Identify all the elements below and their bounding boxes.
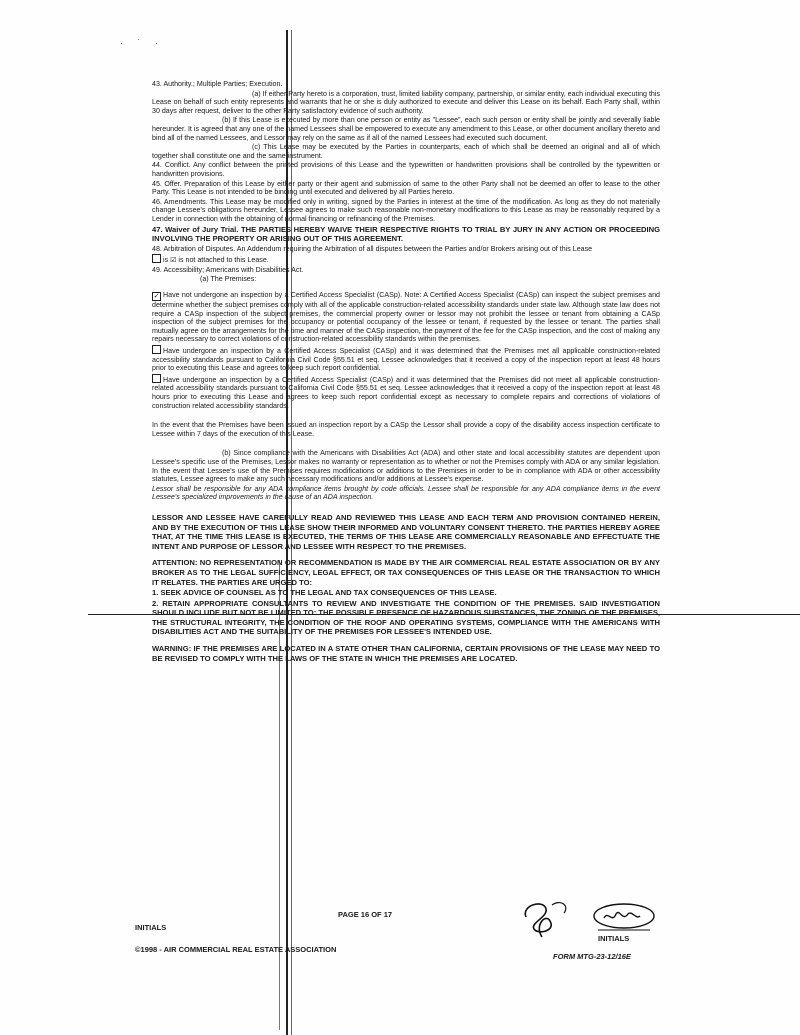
paragraph: 48. Arbitration of Disputes. An Addendum requiring the Arbitration of all disputes between the Parties and/or Brokers arising out of this Lease xyxy=(152,244,593,253)
paragraph: (a) The Premises: xyxy=(200,275,257,284)
paragraph xyxy=(152,374,660,410)
page-number: PAGE 16 OF 17 xyxy=(338,910,393,919)
paragraph: 45. Offer. Preparation of this Lease by either party or their agent and submission of same to the other Party shall not be deemed an offer to lease to the other Party. This Lease is not intended to be binding until executed and delivered by all Parties hereto. xyxy=(152,179,660,197)
form-number: FORM MTG-23-12/16E xyxy=(553,952,631,961)
paragraph: ATTENTION: NO REPRESENTATION OR RECOMMENDATION IS MADE BY THE AIR COMMERCIAL REAL ESTATE ASSOCIATION OR BY ANY BROKER AS TO THE LEGAL SUFFICIENCY, LEGAL EFFECT, OR TAX CONSEQUENCES OF THIS LEASE OR THE TRANSACTION TO WHICH IT RELATES. THE PARTIES ARE URGED TO: xyxy=(152,558,660,587)
scan-specks: · ˙ · xyxy=(120,38,164,48)
paragraph-spacer xyxy=(152,411,660,421)
paragraph: (b) Since compliance with the Americans with Disabilities Act (ADA) and other state and local accessibility statutes are dependent upon Lessee's specific use of the Premises, Lessor makes no warranty or representation as to whether or not the Premises comply with ADA or any similar legislation. In the event that Lessee's use of the Premises requires modifications or additions to the Premises in order to be in compliance with ADA or other accessibility statutes, Lessee agrees to make any such necessary modifications and/or additions at Lessee's expense. xyxy=(152,449,660,484)
paragraph-spacer xyxy=(152,503,660,513)
initials-right-label: INITIALS xyxy=(598,934,630,943)
paragraph xyxy=(152,345,660,373)
checkbox-option-text: Have undergone an inspection by a Certified Access Specialist (CASp) and it was determined that the Premises met all applicable construction-related accessibility standards pursuant to California Civil Code §55.51 et seq. Lessee acknowledges that it received a copy of the inspection report at least 48 hours prior to executing this Lease and agrees to keep such report confidential. xyxy=(152,347,660,373)
paragraph xyxy=(152,254,660,265)
paragraph: 43. Authority.; Multiple Parties; Execution. xyxy=(152,80,283,88)
signature-initials-2 xyxy=(590,900,660,934)
checkbox[interactable]: ✓ xyxy=(153,293,160,301)
checkbox-option-text: Have undergone an inspection by a Certified Access Specialist (CASp) and it was determined that the Premises did not meet all applicable construction-related accessibility standards pursuant to California Civil Code §55.51 et seq. Lessee acknowledges that it received a copy of the inspection report at least 48 hours prior to executing this Lease and agrees to keep such report confidential except as necessary to complete repairs and corrections of violations of construction related accessibility standards. xyxy=(152,375,660,410)
signature-initials-1 xyxy=(516,895,578,941)
paragraph: (a) If either Party hereto is a corporation, trust, limited liability company, partnership, or similar entity, each individual executing this Lease on behalf of such entity represents and warrants that he or she is duly authorized to execute and deliver this Lease on its behalf. Each Party shall, within 30 days after request, deliver to the other Party satisfactory evidence of such authority. xyxy=(152,89,660,115)
checkbox[interactable] xyxy=(152,345,161,354)
paragraph: 46. Amendments. This Lease may be modified only in writing, signed by the Parties in interest at the time of the modification. As long as they do not materially change Lessee's obligations hereunder, Lessee agrees to make such reasonable non-monetary modifications to this Lease as may be reasonably required by a Lender in connection with the obtaining of normal financing or refinancing of the Premises. xyxy=(152,197,660,223)
checkbox-is[interactable] xyxy=(152,254,161,263)
checkbox[interactable] xyxy=(152,374,161,383)
paragraph xyxy=(152,291,660,344)
lease-body-text xyxy=(152,80,660,664)
initials-left-label: INITIALS xyxy=(135,923,167,932)
checkbox-option-text: Have not undergone an inspection by a Certified Access Specialist (CASp). Note: A Certified Access Specialist (CASp) can inspect the subject premises and determine whether the subject premises comply with all of the applicable construction-related accessibility standards under state law. Although state law does not require a CASp inspection of the subject premises, the commercial property owner or lessor may not prohibit the lessee or tenant from obtaining a CASp inspection of the subject premises for the occupancy or potential occupancy of the lessee or tenant, if requested by the lessee or tenant. The parties shall mutually agree on the arrangements for the time and manner of the CASp inspection, the payment of the fee for the CASp inspection, and the cost of making any repairs necessary to correct violations of construction-related accessibility standards within the premises. xyxy=(152,291,660,344)
paragraph: 49. Accessibility; Americans with Disabilities Act. xyxy=(152,265,304,274)
paragraph-spacer xyxy=(152,439,660,449)
paragraph: 1. SEEK ADVICE OF COUNSEL AS TO THE LEGAL AND TAX CONSEQUENCES OF THIS LEASE. xyxy=(152,588,497,598)
paragraph: (b) If this Lease is executed by more than one person or entity as "Lessee", each such person or entity shall be jointly and severally liable hereunder. It is agreed that any one of the named Lessees shall be empowered to execute any amendment to this Lease, or other document ancillary thereto and bind all of the named Lessees, and Lessor may rely on the same as if all of the named Lessees had executed such document. xyxy=(152,116,660,142)
paragraph: In the event that the Premises have been issued an inspection report by a CASp the Lessor shall provide a copy of the disability access inspection certificate to Lessee within 7 days of the execution of this Lease. xyxy=(152,421,660,438)
copyright-line: ©1998 - AIR COMMERCIAL REAL ESTATE ASSOCIATION xyxy=(135,945,337,954)
checkbox-line-text: is ☑ is not attached to this Lease. xyxy=(163,256,269,265)
paragraph: 2. RETAIN APPROPRIATE CONSULTANTS TO REVIEW AND INVESTIGATE THE CONDITION OF THE PREMISES. SAID INVESTIGATION SHOULD INCLUDE BUT NOT BE LIMITED TO: THE POSSIBLE PRESENCE OF HAZARDOUS SUBSTANCES, THE ZONING OF THE PREMISES, THE STRUCTURAL INTEGRITY, THE CONDITION OF THE ROOF AND OPERATING SYSTEMS, COMPLIANCE WITH THE AMERICANS WITH DISABILITIES ACT AND THE SUITABILITY OF THE PREMISES FOR LESSEE'S INTENDED USE. xyxy=(152,598,660,637)
paragraph: LESSOR AND LESSEE HAVE CAREFULLY READ AND REVIEWED THIS LEASE AND EACH TERM AND PROVISION CONTAINED HEREIN, AND BY THE EXECUTION OF THIS LEASE SHOW THEIR INFORMED AND VOLUNTARY CONSENT THERETO. THE PARTIES HEREBY AGREE THAT, AT THE TIME THIS LEASE IS EXECUTED, THE TERMS OF THIS LEASE ARE COMMERCIALLY REASONABLE AND EFFECTUATE THE INTENT AND PURPOSE OF LESSOR AND LESSEE WITH RESPECT TO THE PREMISES. xyxy=(152,512,660,551)
paragraph: (c) This Lease may be executed by the Parties in counterparts, each of which shall be deemed an original and all of which together shall constitute one and the same instrument. xyxy=(152,143,660,160)
paragraph: 47. Waiver of Jury Trial. THE PARTIES HEREBY WAIVE THEIR RESPECTIVE RIGHTS TO TRIAL BY JURY IN ANY ACTION OR PROCEEDING INVOLVING THE PROPERTY OR ARISING OUT OF THIS AGREEMENT. xyxy=(152,224,660,244)
paragraph: Lessor shall be responsible for any ADA compliance items brought by code officials. Lessee shall be responsible for any ADA compliance items in the event Lessee's specialized improvements in the cause of an ADA inspection. xyxy=(152,484,660,502)
paragraph: 44. Conflict. Any conflict between the printed provisions of this Lease and the typewritten or handwritten provisions shall be controlled by the typewritten or handwritten provisions. xyxy=(152,161,660,178)
paragraph: WARNING: IF THE PREMISES ARE LOCATED IN A STATE OTHER THAN CALIFORNIA, CERTAIN PROVISIONS OF THE LEASE MAY NEED TO BE REVISED TO COMPLY WITH THE LAWS OF THE STATE IN WHICH THE PREMISES ARE LOCATED. xyxy=(152,644,660,663)
